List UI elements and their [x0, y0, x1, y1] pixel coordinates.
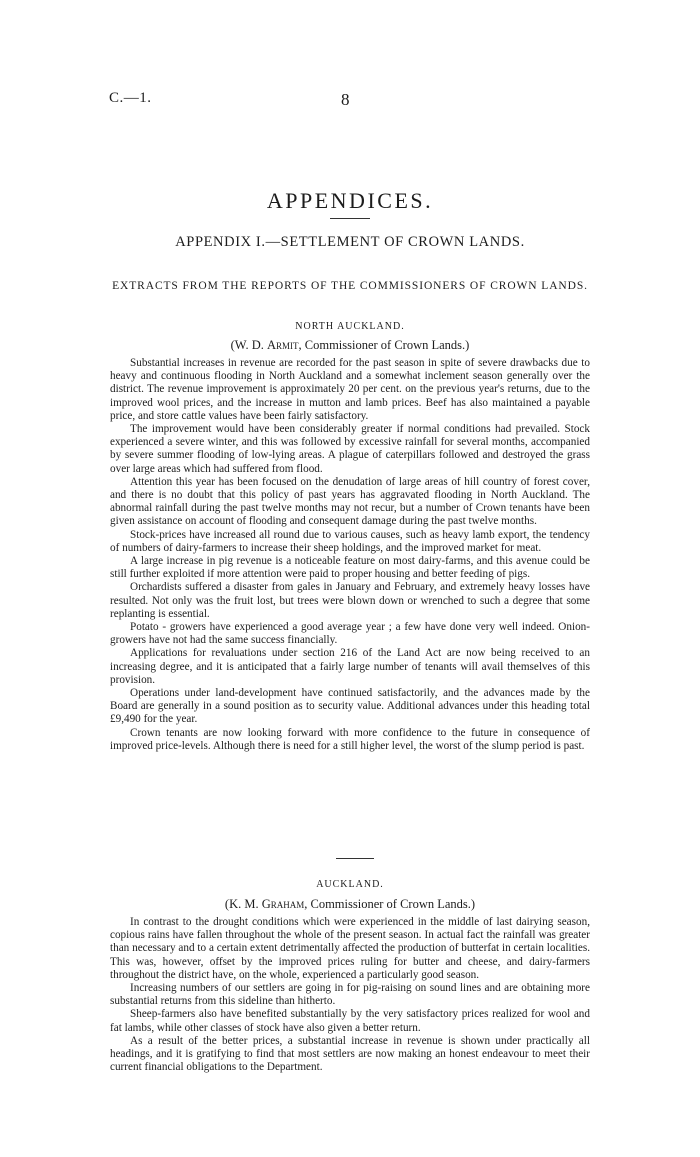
paragraph: Stock-prices have increased all round due to various causes, such as heavy lamb export, the tendency of numbers of dairy-farmers to increase their sheep holdings, and the improved market for meat. [110, 528, 590, 554]
commissioner-open: (W. D. [230, 338, 267, 352]
commissioner-name: Armit [266, 338, 299, 352]
paragraph: The improvement would have been considerably greater if normal conditions had prevailed. Stock experienced a severe winter, and this was followed by excessive rainfall for several months, accompanied by severe summer flooding of low-lying areas. A plague of caterpillars followed and destroyed the grass over large areas which had suffered from flood. [110, 423, 590, 475]
section-heading-north-auckland: NORTH AUCKLAND. [295, 321, 405, 332]
paragraph: Crown tenants are now looking forward with more confidence to the future in consequence of improved price-levels. Although there is need for a still higher level, the worst of the slump period is past. [110, 726, 590, 752]
paragraph: In contrast to the drought conditions which were experienced in the middle of last dairying season, copious rains have fallen throughout the whole of the present season. In actual fact the rainfall was greater than necessary and to a certain extent detrimentally affected the production of butterfat in certain localities. This was, however, offset by the improved prices ruling for butter and cheese, and dairy-farmers throughout the district have, on the whole, experienced a particularly good season. [110, 916, 590, 981]
paragraph: Sheep-farmers also have benefited substantially by the very satisfactory prices realized for wool and fat lambs, while other classes of stock have also given a better return. [110, 1008, 590, 1034]
section-divider [336, 858, 374, 859]
paragraph: Potato - growers have experienced a good average year ; a few have done very well indeed. Onion-growers have not had the same success financially. [110, 621, 590, 647]
commissioner-line-north-auckland [0, 338, 700, 353]
paragraph: Increasing numbers of our settlers are going in for pig-raising on sound lines and are obtaining more substantial returns from this sideline than hitherto. [110, 982, 590, 1008]
report-reference: C.—1. [109, 90, 152, 106]
auckland-report [110, 916, 590, 1074]
section-heading-auckland: AUCKLAND. [316, 879, 384, 890]
page-title: APPENDICES. [266, 188, 434, 213]
extracts-heading: EXTRACTS FROM THE REPORTS OF THE COMMISSIONERS OF CROWN LANDS. [112, 280, 588, 292]
title-divider [330, 218, 370, 219]
commissioner-name: Graham [261, 897, 305, 911]
paragraph: Applications for revaluations under section 216 of the Land Act are now being received to an increasing degree, and it is anticipated that a fairly large number of tenants will avail themselves of this provision. [110, 647, 590, 686]
paragraph: Attention this year has been focused on the denudation of large areas of hill country of forest cover, and there is no doubt that this policy of past years has aggravated flooding in North Auckland. The abnormal rainfall during the past twelve months may not recur, but a number of Crown tenants have been given assistance on account of flooding and consequent damage during the past twelve months. [110, 475, 590, 528]
paragraph: Orchardists suffered a disaster from gales in January and February, and extremely heavy losses have resulted. Not only was the fruit lost, but trees were blown down or wrenched to such a degree that some replanting is essential. [110, 581, 590, 620]
commissioner-close: , Commissioner of Crown Lands.) [298, 338, 470, 352]
paragraph: A large increase in pig revenue is a noticeable feature on most dairy-farms, and this avenue could be still further exploited if more attention were paid to proper housing and better feeding of pigs. [110, 555, 590, 581]
paragraph: As a result of the better prices, a substantial increase in revenue is shown under practically all headings, and it is gratifying to find that most settlers are now making an honest endeavour to meet their current financial obligations to the Department. [110, 1034, 590, 1074]
north-auckland-report [110, 357, 590, 753]
commissioner-close: , Commissioner of Crown Lands.) [304, 897, 476, 911]
commissioner-open: (K. M. [224, 897, 262, 911]
page-number: 8 [341, 90, 350, 109]
commissioner-line-auckland [0, 897, 700, 912]
paragraph: Operations under land-development have continued satisfactorily, and the advances made by the Board are generally in a sound position as to security value. Additional advances under this heading total £9,490 for the year. [110, 687, 590, 726]
paragraph: Substantial increases in revenue are recorded for the past season in spite of severe drawbacks due to heavy and continuous flooding in North Auckland and a somewhat inclement season generally over the district. The revenue improvement is approximately 20 per cent. on the previous year's returns, due to the improved wool prices, and the increase in mutton and lamb prices. Beef has also maintained a payable price, and store cattle values have been fairly satisfactory. [110, 357, 590, 422]
appendix-title: APPENDIX I.—SETTLEMENT OF CROWN LANDS. [175, 234, 525, 250]
